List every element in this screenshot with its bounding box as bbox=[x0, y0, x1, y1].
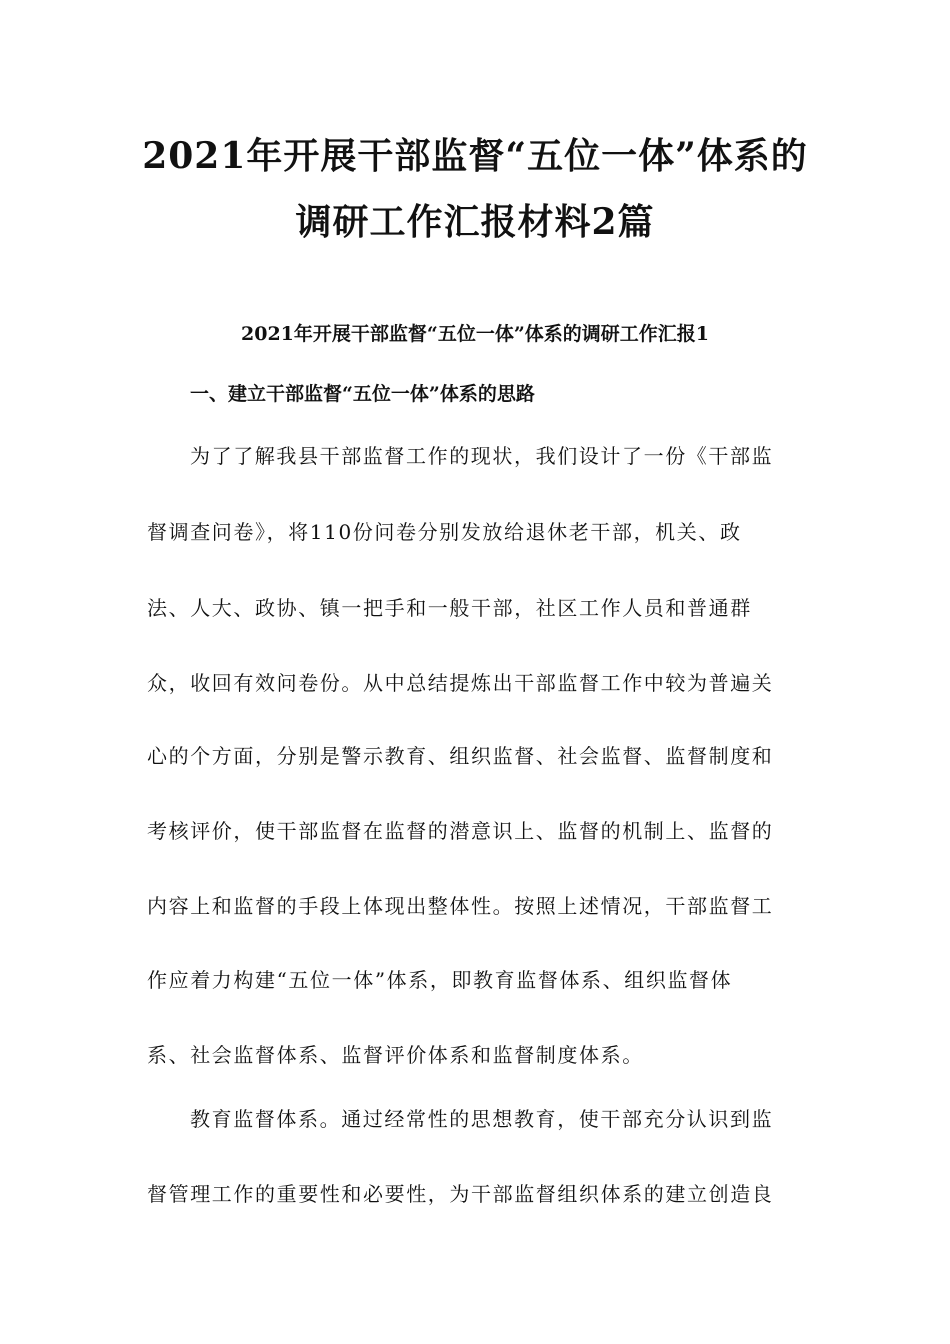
body-line: 系、社会监督体系、监督评价体系和监督制度体系。 bbox=[147, 1043, 644, 1067]
body-line: 众，收回有效问卷份。从中总结提炼出干部监督工作中较为普遍关 bbox=[147, 671, 774, 695]
body-line: 考核评价，使干部监督在监督的潜意识上、监督的机制上、监督的 bbox=[147, 819, 774, 843]
body-line: 法、人大、政协、镇一把手和一般干部，社区工作人员和普通群 bbox=[147, 596, 752, 620]
body-line: 督管理工作的重要性和必要性，为干部监督组织体系的建立创造良 bbox=[147, 1182, 774, 1206]
body-line: 为了了解我县干部监督工作的现状，我们设计了一份《干部监 bbox=[190, 444, 774, 468]
section-heading: 一、建立干部监督“五位一体”体系的思路 bbox=[190, 383, 535, 405]
document-title-line-1: 2021年开展干部监督“五位一体”体系的 bbox=[142, 135, 808, 177]
document-title-line-2: 调研工作汇报材料2篇 bbox=[295, 201, 655, 243]
body-line: 内容上和监督的手段上体现出整体性。按照上述情况，干部监督工 bbox=[147, 894, 774, 918]
section-subtitle: 2021年开展干部监督“五位一体”体系的调研工作汇报1 bbox=[241, 323, 709, 345]
body-line: 督调查问卷》，将110份问卷分别发放给退休老干部，机关、政 bbox=[147, 520, 742, 544]
body-line: 作应着力构建“五位一体”体系，即教育监督体系、组织监督体 bbox=[147, 968, 733, 992]
body-line: 教育监督体系。通过经常性的思想教育，使干部充分认识到监 bbox=[190, 1107, 774, 1131]
body-line: 心的个方面，分别是警示教育、组织监督、社会监督、监督制度和 bbox=[147, 744, 774, 768]
